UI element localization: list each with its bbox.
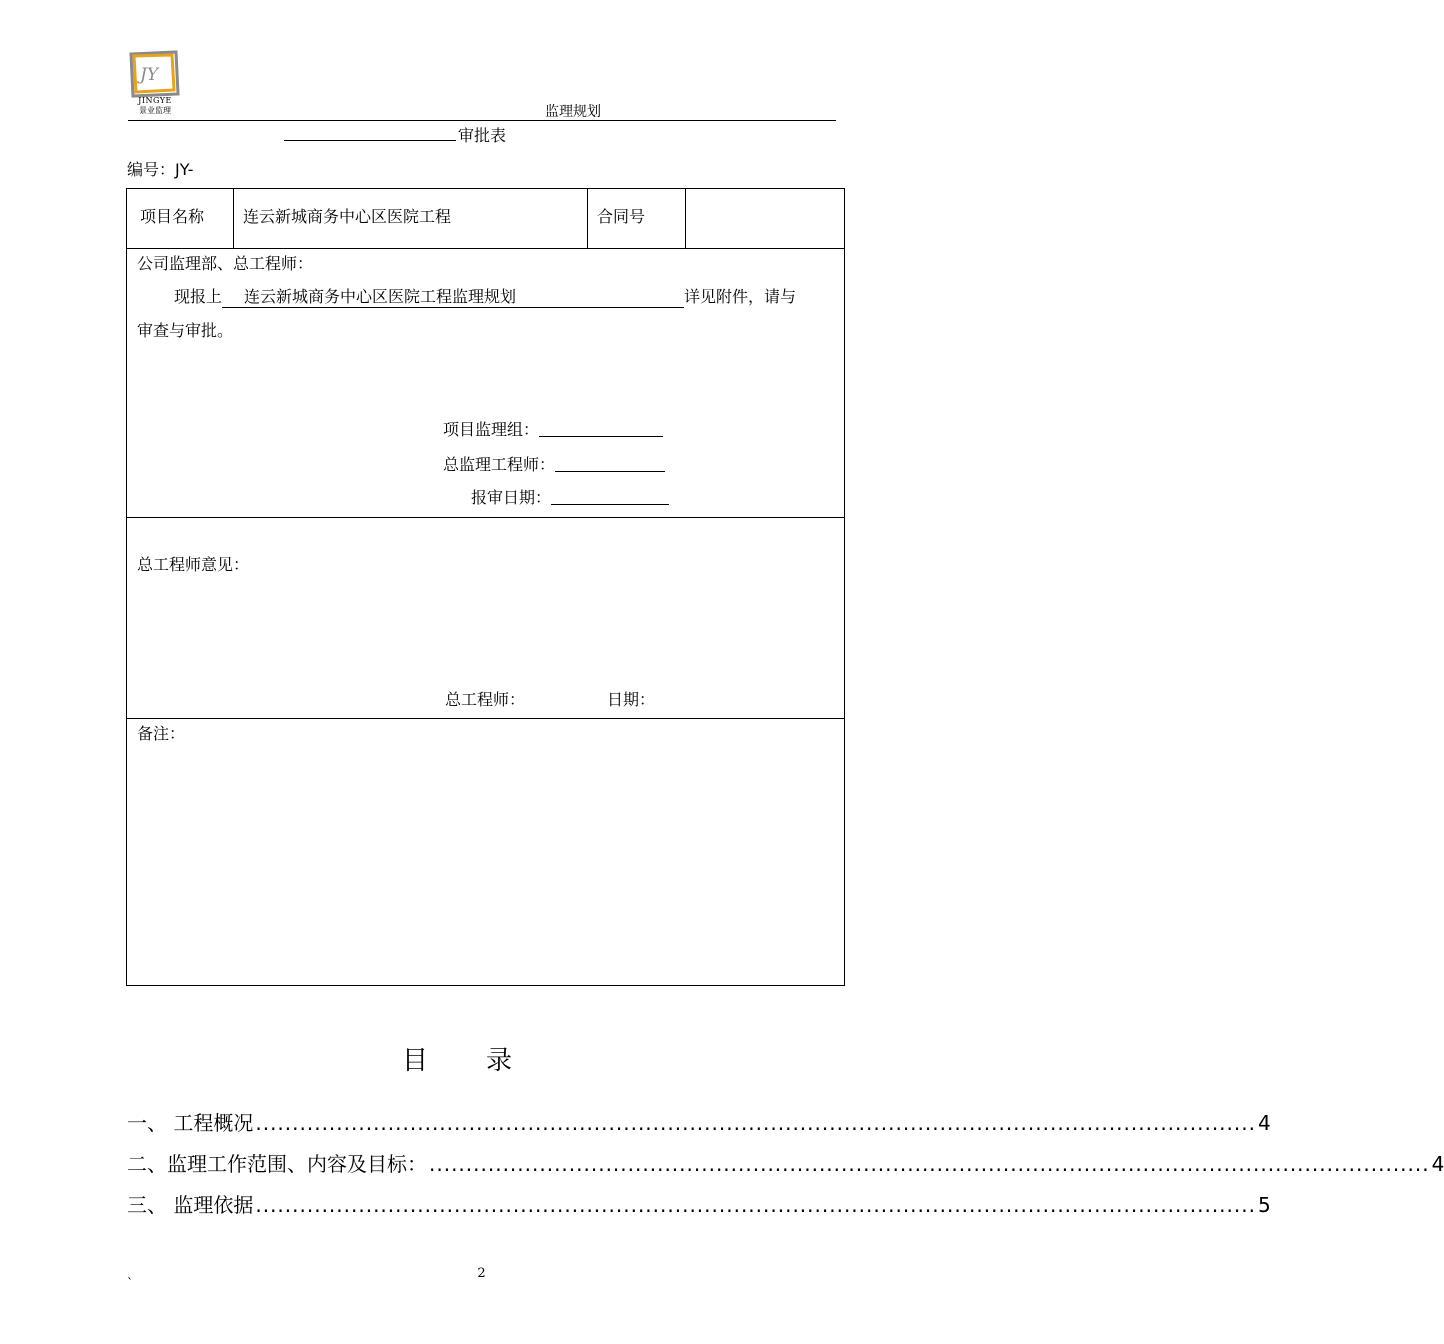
table-row-divider bbox=[126, 517, 845, 518]
toc-title: 目录 bbox=[402, 1046, 571, 1076]
logo-en-text: JINGYE bbox=[138, 96, 172, 105]
report-date-row bbox=[471, 485, 669, 508]
header-title: 监理规划 bbox=[545, 104, 601, 120]
project-name-label: 项目名称 bbox=[140, 207, 205, 226]
table-col-divider bbox=[685, 188, 686, 248]
form-title: 审批表 bbox=[458, 126, 507, 145]
logo-mark-icon bbox=[128, 50, 182, 98]
toc-item-label: 二、监理工作范围、内容及目标： bbox=[127, 1152, 427, 1176]
form-title-blank bbox=[284, 140, 456, 141]
toc-item-page: 4 bbox=[1257, 1111, 1271, 1135]
footer-mark: ` bbox=[127, 1276, 133, 1290]
toc-item-page: 5 bbox=[1257, 1193, 1271, 1217]
submit-body-suffix: 详见附件，请与 bbox=[684, 287, 797, 306]
table-col-divider bbox=[233, 188, 234, 248]
chief-supervisor-label: 总监理工程师： bbox=[443, 455, 556, 474]
company-logo bbox=[128, 50, 182, 100]
opinion-date-label: 日期： bbox=[607, 690, 656, 709]
toc-item[interactable] bbox=[127, 1189, 1271, 1219]
logo-letters: JY bbox=[140, 65, 159, 85]
toc-item-label: 一、 工程概况 bbox=[127, 1111, 254, 1135]
page-number: 2 bbox=[477, 1266, 486, 1281]
group-label: 项目监理组： bbox=[443, 420, 540, 439]
group-signature-blank bbox=[539, 420, 663, 437]
chief-supervisor-blank bbox=[555, 455, 665, 472]
form-number: 编号：JY- bbox=[127, 160, 194, 179]
table-row-divider bbox=[126, 718, 845, 719]
toc-item-page: 4 bbox=[1431, 1152, 1444, 1176]
report-date-label: 报审日期： bbox=[471, 488, 552, 507]
toc-leader-dots: ........................................................................................................................................ bbox=[429, 1152, 1430, 1176]
chief-supervisor-row bbox=[443, 452, 665, 475]
toc-leader-dots: ........................................................................................................................................ bbox=[255, 1111, 1256, 1135]
submit-body-prefix: 现报上 bbox=[174, 287, 223, 306]
report-date-blank bbox=[551, 488, 669, 505]
toc-item[interactable] bbox=[127, 1107, 1271, 1137]
group-signature-row bbox=[443, 417, 663, 440]
chief-engineer-label: 总工程师： bbox=[445, 690, 526, 709]
submit-doc-name: 连云新城商务中心区医院工程监理规划 bbox=[222, 284, 684, 308]
logo-cn-text: 景业监理 bbox=[139, 106, 171, 115]
table-col-divider bbox=[587, 188, 588, 248]
submit-body-line2: 审查与审批。 bbox=[137, 321, 234, 340]
table-row-divider bbox=[126, 248, 845, 249]
submit-recipient: 公司监理部、总工程师： bbox=[137, 254, 314, 273]
opinion-label: 总工程师意见： bbox=[137, 555, 250, 574]
submit-body-line1 bbox=[174, 284, 796, 308]
toc-item-label: 三、 监理依据 bbox=[127, 1193, 254, 1217]
header-rule bbox=[128, 120, 836, 121]
toc-leader-dots: ........................................................................................................................................ bbox=[255, 1193, 1256, 1217]
remarks-label: 备注： bbox=[137, 724, 186, 743]
contract-number-label: 合同号 bbox=[597, 207, 646, 226]
toc-item[interactable] bbox=[127, 1148, 1444, 1178]
project-name-value: 连云新城商务中心区医院工程 bbox=[243, 207, 452, 226]
